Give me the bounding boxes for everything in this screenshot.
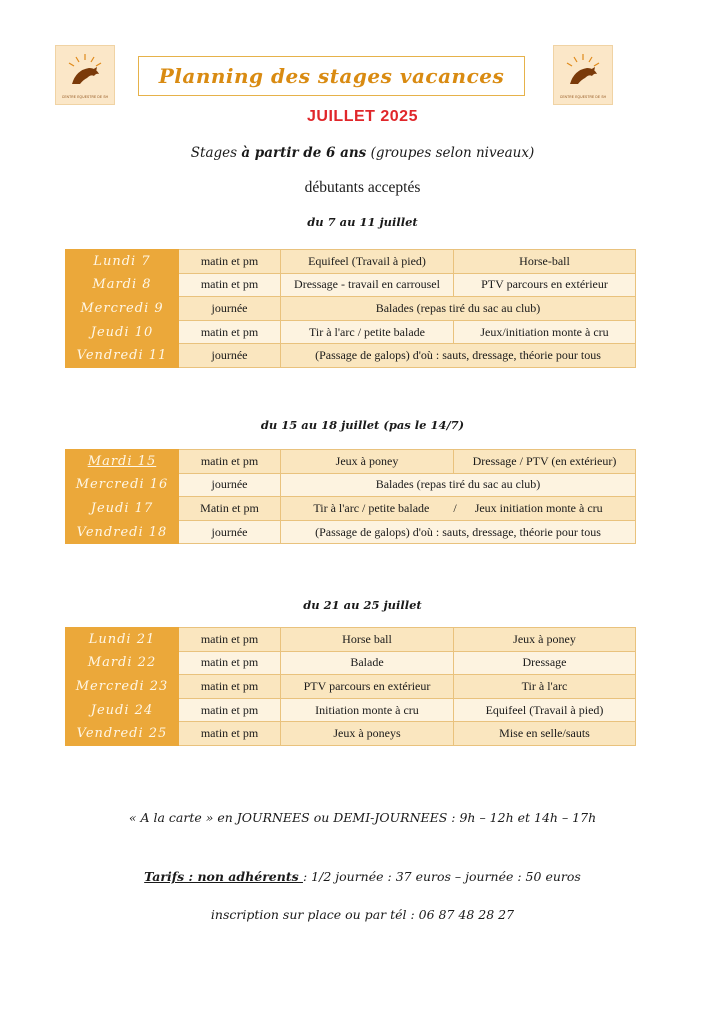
table-row: [66, 698, 636, 722]
activity-cell-full: (Passage de galops) d'où : sauts, dressage, théorie pour tous: [281, 344, 636, 368]
table-row: [66, 497, 636, 521]
day-label: Mardi 15: [87, 453, 157, 469]
day-cell: Jeudi 17: [66, 497, 179, 521]
activity-cell: Jeux à poney: [281, 450, 454, 474]
time-cell: journée: [179, 473, 281, 497]
activity-cell: Dressage - travail en carrousel: [281, 273, 454, 297]
time-cell: matin et pm: [179, 450, 281, 474]
day-cell: Mardi 22: [66, 651, 179, 675]
schedule-table-week-2: [65, 449, 636, 544]
tarifs-text: : 1/2 journée : 37 euros – journée : 50 euros: [302, 869, 581, 884]
beginners-note: débutants acceptés: [304, 179, 421, 196]
week-period: du 21 au 25 juillet: [303, 598, 422, 612]
time-cell: matin et pm: [179, 320, 281, 344]
table-row: [66, 450, 636, 474]
activity-cell: Jeux à poneys: [281, 722, 454, 746]
activity-cell: PTV parcours en extérieur: [281, 675, 454, 699]
table-row: [66, 297, 636, 321]
logo-right: [553, 45, 613, 105]
logo-left: [55, 45, 115, 105]
day-cell: Mercredi 16: [66, 473, 179, 497]
logo-caption: CENTRE EQUESTRE DE SH: [559, 95, 607, 99]
day-cell: Mercredi 9: [66, 297, 179, 321]
table-row: [66, 473, 636, 497]
time-cell: journée: [179, 297, 281, 321]
day-cell: Mardi 8: [66, 273, 179, 297]
day-cell: Jeudi 24: [66, 698, 179, 722]
activity-cell: Mise en selle/sauts: [454, 722, 636, 746]
activity-cell-full: (Passage de galops) d'où : sauts, dressage, théorie pour tous: [281, 520, 636, 544]
time-cell: matin et pm: [179, 628, 281, 652]
week-period: du 15 au 18 juillet (pas le 14/7): [260, 418, 465, 432]
activity-cell-full: Balades (repas tiré du sac au club): [281, 297, 636, 321]
activity-cell: Horse-ball: [454, 250, 636, 274]
table-row: [66, 722, 636, 746]
activity-cell: Tir à l'arc: [454, 675, 636, 699]
table-row: [66, 651, 636, 675]
schedule-table-week-1: [65, 249, 636, 368]
time-cell: Matin et pm: [179, 497, 281, 521]
day-cell: Lundi 21: [66, 628, 179, 652]
table-row: [66, 520, 636, 544]
activity-cell: Jeux/initiation monte à cru: [454, 320, 636, 344]
week-period: du 7 au 11 juillet: [307, 215, 418, 229]
a-la-carte-note: « A la carte » en JOURNEES ou DEMI-JOURNEES : 9h – 12h et 14h – 17h: [128, 810, 597, 825]
table-row: [66, 628, 636, 652]
table-row: [66, 273, 636, 297]
day-cell: Vendredi 11: [66, 344, 179, 368]
activity-cell: PTV parcours en extérieur: [454, 273, 636, 297]
page-title: Planning des stages vacances: [158, 64, 505, 88]
table-row: [66, 675, 636, 699]
time-cell: matin et pm: [179, 651, 281, 675]
activity-cell: Dressage / PTV (en extérieur): [454, 450, 636, 474]
activity-cell: Initiation monte à cru: [281, 698, 454, 722]
tarifs-line: [0, 869, 725, 884]
day-cell: Vendredi 18: [66, 520, 179, 544]
time-cell: matin et pm: [179, 698, 281, 722]
schedule-table-week-3: [65, 627, 636, 746]
activity-cell: Equifeel (Travail à pied): [281, 250, 454, 274]
inscription-line: inscription sur place ou par tél : 06 87 48 28 27: [210, 907, 515, 922]
time-cell: matin et pm: [179, 273, 281, 297]
tarifs-label: Tarifs : non adhérents: [144, 869, 303, 884]
day-cell: Lundi 7: [66, 250, 179, 274]
activity-cell: Tir à l'arc / petite balade: [281, 320, 454, 344]
activity-cell-full: Tir à l'arc / petite balade / Jeux initiation monte à cru: [281, 497, 636, 521]
table-row: [66, 320, 636, 344]
time-cell: matin et pm: [179, 675, 281, 699]
time-cell: journée: [179, 520, 281, 544]
day-cell: Jeudi 10: [66, 320, 179, 344]
activity-cell: Equifeel (Travail à pied): [454, 698, 636, 722]
table-row: [66, 250, 636, 274]
activity-cell: Jeux à poney: [454, 628, 636, 652]
day-cell: Vendredi 25: [66, 722, 179, 746]
subtitle-suffix: (groupes selon niveaux): [366, 145, 535, 161]
age-subtitle: [0, 145, 725, 161]
month-heading: JUILLET 2025: [307, 108, 418, 125]
day-cell: [66, 450, 179, 474]
title-box: [138, 56, 525, 96]
activity-cell: Horse ball: [281, 628, 454, 652]
table-row: [66, 344, 636, 368]
activity-cell: Balade: [281, 651, 454, 675]
time-cell: matin et pm: [179, 250, 281, 274]
time-cell: journée: [179, 344, 281, 368]
time-cell: matin et pm: [179, 722, 281, 746]
activity-cell: Dressage: [454, 651, 636, 675]
logo-caption: CENTRE EQUESTRE DE SH: [61, 95, 109, 99]
day-cell: Mercredi 23: [66, 675, 179, 699]
subtitle-prefix: Stages: [190, 145, 242, 161]
subtitle-bold: à partir de 6 ans: [241, 145, 367, 161]
activity-cell-full: Balades (repas tiré du sac au club): [281, 473, 636, 497]
